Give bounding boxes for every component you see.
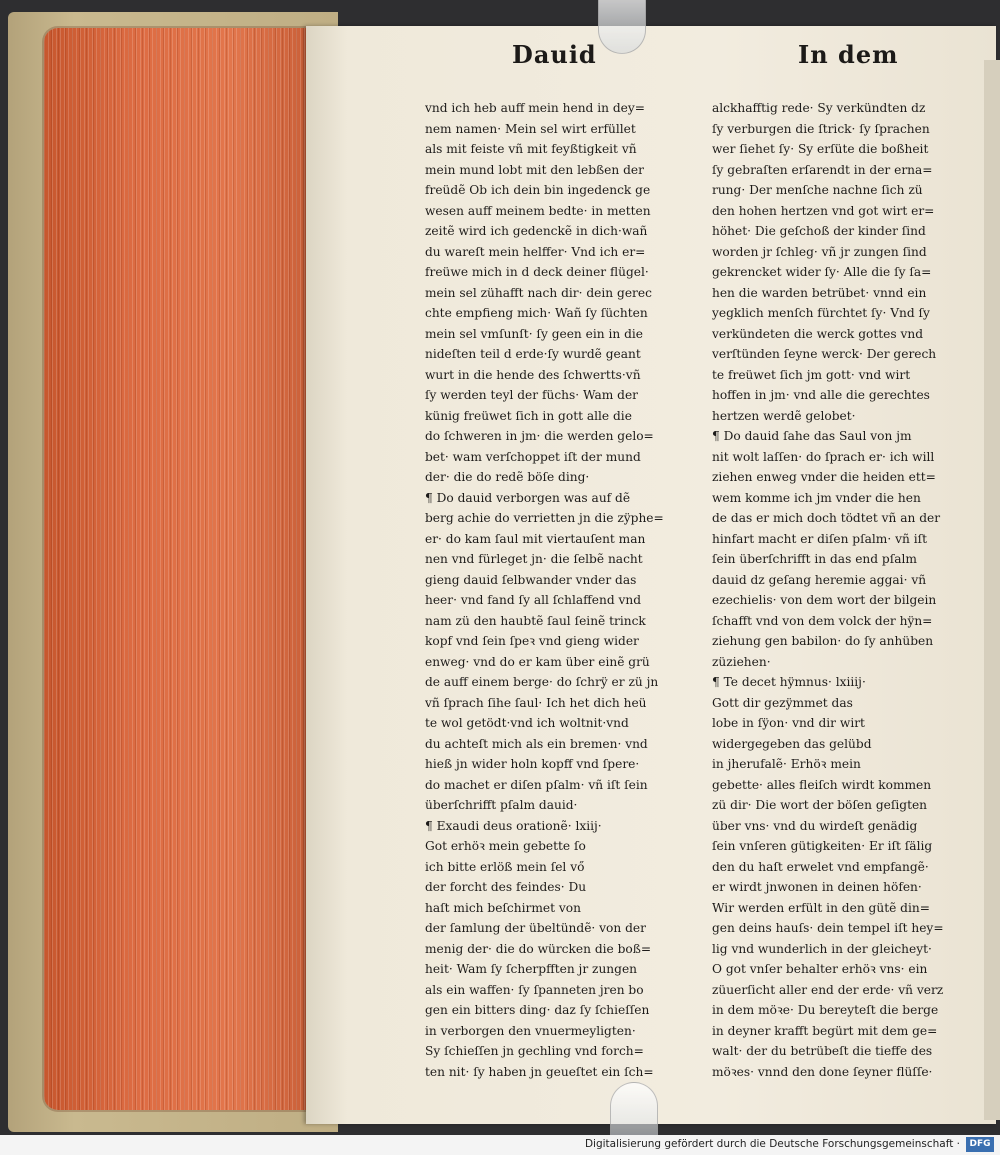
text-line: vnd ich heb auff mein hend in dey= xyxy=(425,101,645,115)
text-line: ¶ Do dauid ſahe das Saul von jm xyxy=(712,429,912,443)
text-line: enweg· vnd do er kam über einẽ grü xyxy=(425,654,650,669)
text-line: zeitẽ wird ich gedenckẽ in dich·wañ xyxy=(425,224,648,238)
running-head-left: Dauid xyxy=(512,40,597,69)
text-column-right xyxy=(712,98,984,1082)
text-line: du wareſt mein helffer· Vnd ich er= xyxy=(425,244,646,259)
text-line: nen vnd fürleget jn· die ſelbẽ nacht xyxy=(425,552,643,566)
text-line: möꝛes· vnnd den done ſeyner flüſſe· xyxy=(712,1064,933,1079)
text-line: verkündeten die werck gottes vnd xyxy=(712,326,924,341)
text-line: als mit feiste vñ mit feyßtigkeit vñ xyxy=(425,142,637,156)
text-line: züziehen· xyxy=(712,654,771,669)
text-line: bet· wam verſchoppet iſt der mund xyxy=(425,449,641,464)
text-line: hinfart macht er diſen pſalm· vñ iſt xyxy=(712,531,927,546)
text-line: in dem möꝛe· Du bereyteſt die berge xyxy=(712,1003,939,1017)
text-line: gebette· alles fleiſch wirdt kommen xyxy=(712,777,932,792)
text-line: ſein überſchrifft in das end pſalm xyxy=(712,552,917,566)
text-line: hen die warden betrübet· vnnd ein xyxy=(712,285,927,300)
text-line: mein mund lobt mit den lebßen der xyxy=(425,162,644,177)
text-line: nam zü den haubtẽ ſaul ſeinẽ trinck xyxy=(425,613,646,628)
text-line: züuerſicht aller end der erde· vñ verz xyxy=(712,982,944,997)
text-line: den du haſt erwelet vnd empfangẽ· xyxy=(712,859,929,874)
text-line: wem komme ich jm vnder die hen xyxy=(712,490,921,505)
text-line: ziehung gen babilon· do ſy anhüben xyxy=(712,634,934,648)
text-line: Wir werden erfült in den gütẽ din= xyxy=(712,900,930,915)
text-line: gieng dauid ſelbwander vnder das xyxy=(425,572,637,587)
text-line: künig freüwet ſich in gott alle die xyxy=(425,408,632,423)
page-edges xyxy=(44,28,312,1110)
text-line: menig der· die do würcken die boß= xyxy=(425,941,652,956)
text-line: gen deins hauſs· dein tempel iſt hey= xyxy=(712,921,944,935)
text-line: nem namen· Mein sel wirt erfüllet xyxy=(425,121,636,136)
text-line: wer ſiehet ſy· Sy erſüte die boßheit xyxy=(712,142,929,156)
text-line: verſtünden ſeyne werck· Der gerech xyxy=(712,347,937,361)
book-clip-top xyxy=(598,0,646,54)
text-line: kopf vnd ſein ſpeꝛ vnd gieng wider xyxy=(425,634,639,648)
text-line: walt· der du betrübeſt die tieffe des xyxy=(712,1044,933,1058)
text-line: berg achie do verrietten jn die zÿphe= xyxy=(425,511,664,525)
text-line: in verborgen den vnuermeyligten· xyxy=(425,1023,636,1038)
text-line: zü dir· Die wort der böſen geſigten xyxy=(712,798,928,812)
text-line: Got erhöꝛ mein gebette ſo xyxy=(425,839,586,853)
text-line: ich bitte erlöß mein ſel vő xyxy=(425,859,585,874)
text-line: de auff einem berge· do ſchrÿ er zü jn xyxy=(425,675,659,689)
text-line: überſchrifft pſalm dauid· xyxy=(425,798,578,812)
text-line: in jherufalẽ· Erhöꝛ mein xyxy=(712,757,861,771)
funding-credit: Digitalisierung gefördert durch die Deutsche Forschungsgemeinschaft · xyxy=(584,1138,960,1150)
text-line: der ſamlung der übeltündẽ· von der xyxy=(425,921,646,935)
text-line: du achteſt mich als ein bremen· vnd xyxy=(425,736,648,751)
text-line: nit wolt laſſen· do ſprach er· ich will xyxy=(712,449,935,464)
footer-bar xyxy=(0,1135,1000,1155)
text-line: mein sel zühafft nach dir· dein gerec xyxy=(425,285,652,300)
text-line: heer· vnd fand ſy all ſchlaffend vnd xyxy=(425,593,642,607)
text-line: de das er mich doch tödtet vñ an der xyxy=(712,511,941,525)
text-line: do ſchweren in jm· die werden gelo= xyxy=(425,429,654,443)
text-line: gen ein bitters ding· daz ſy ſchieſſen xyxy=(425,1003,650,1017)
text-line: ſein vnſeren gütigkeiten· Er iſt ſälig xyxy=(712,839,933,853)
text-line: widergegeben das gelübd xyxy=(712,736,872,751)
text-line: als ein waffen· ſy ſpanneten jren bo xyxy=(425,982,644,997)
text-line: rung· Der menſche nachne ſich zü xyxy=(712,183,923,197)
text-line: ¶ Te decet hÿmnus· lxiiij· xyxy=(712,675,866,689)
text-line: dauid dz geſang heremie aggai· vñ xyxy=(712,572,927,587)
text-line: O got vnſer behalter erhöꝛ vns· ein xyxy=(712,962,928,976)
text-line: worden jr ſchleg· vñ jr zungen ſind xyxy=(712,244,927,259)
text-line: freüwe mich in d deck deiner flügel· xyxy=(425,265,649,279)
text-line: lobe in ſÿon· vnd dir wirt xyxy=(712,716,865,730)
text-line: ſchafft vnd von dem volck der hÿn= xyxy=(712,613,933,628)
text-line: te wol getödt·vnd ich woltnit·vnd xyxy=(425,716,629,730)
text-line: ſy werden teyl der füchs· Wam der xyxy=(425,388,639,402)
text-line: der forcht des feindes· Du xyxy=(425,880,587,894)
dfg-logo: DFG xyxy=(966,1137,994,1152)
text-line: gekrencket wider ſy· Alle die ſy ſa= xyxy=(712,265,932,279)
text-line: über vns· vnd du wirdeſt genädig xyxy=(712,818,918,833)
text-line: heit· Wam ſy ſcherpfften jr zungen xyxy=(425,962,638,976)
text-line: Sy ſchieſſen jn gechling vnd forch= xyxy=(425,1044,644,1058)
text-line: in deyner krafft begürt mit dem ge= xyxy=(712,1023,938,1038)
text-line: er wirdt jnwonen in deinen höfen· xyxy=(712,880,922,894)
text-line: wurt in die hende des ſchwertts·vñ xyxy=(425,367,641,382)
text-line: ſy verburgen die ſtrick· ſy ſprachen xyxy=(712,121,930,136)
text-line: hertzen werdẽ gelobet· xyxy=(712,408,856,423)
text-line: alckhafftig rede· Sy verkündten dz xyxy=(712,101,926,115)
text-line: chte empfieng mich· Wañ ſy ſüchten xyxy=(425,306,648,320)
text-line: der· die do redẽ böſe ding· xyxy=(425,470,590,484)
text-line: höhet· Die geſchoß der kinder ſind xyxy=(712,224,926,238)
text-line: te freüwet ſich jm gott· vnd wirt xyxy=(712,367,911,382)
text-line: vñ ſprach ſihe ſaul· Ich het dich heü xyxy=(425,695,647,710)
text-line: ziehen enweg vnder die heiden ett= xyxy=(712,470,936,484)
text-line: ¶ Do dauid verborgen was auf dẽ xyxy=(425,490,631,505)
text-line: ſy gebraſten erſarendt in der erna= xyxy=(712,162,933,177)
text-column-left xyxy=(425,98,697,1082)
text-line: lig vnd wunderlich in der gleicheyt· xyxy=(712,941,932,956)
text-line: nideſten teil d erde·ſy wurdẽ geant xyxy=(425,347,641,361)
text-line: wesen auff meinem bedte· in metten xyxy=(425,203,651,218)
text-line: hoffen in jm· vnd alle die gerechtes xyxy=(712,388,930,402)
text-line: hieß jn wider holn kopff vnd ſpere· xyxy=(425,757,640,771)
book-clip-bottom xyxy=(610,1082,658,1135)
text-line: Gott dir gezÿmmet das xyxy=(712,695,853,710)
text-line: ¶ Exaudi deus orationẽ· lxiij· xyxy=(425,818,602,833)
text-line: ezechielis· von dem wort der bilgein xyxy=(712,593,937,607)
text-line: freüdẽ Ob ich dein bin ingedenck ge xyxy=(425,183,651,197)
text-line: er· do kam ſaul mit viertauſent man xyxy=(425,531,646,546)
text-line: den hohen hertzen vnd got wirt er= xyxy=(712,203,935,218)
next-page-edge xyxy=(984,60,1000,1120)
running-head-right: In dem xyxy=(798,40,899,69)
text-line: do machet er diſen pſalm· vñ iſt ſein xyxy=(425,777,648,792)
text-line: ten nit· ſy haben jn geueſtet ein ſch= xyxy=(425,1064,654,1079)
text-line: haſt mich beſchirmet von xyxy=(425,900,581,915)
text-line: mein sel vmſunſt· ſy geen ein in die xyxy=(425,326,644,341)
text-line: yegklich menſch fürchtet ſy· Vnd ſy xyxy=(712,306,930,320)
